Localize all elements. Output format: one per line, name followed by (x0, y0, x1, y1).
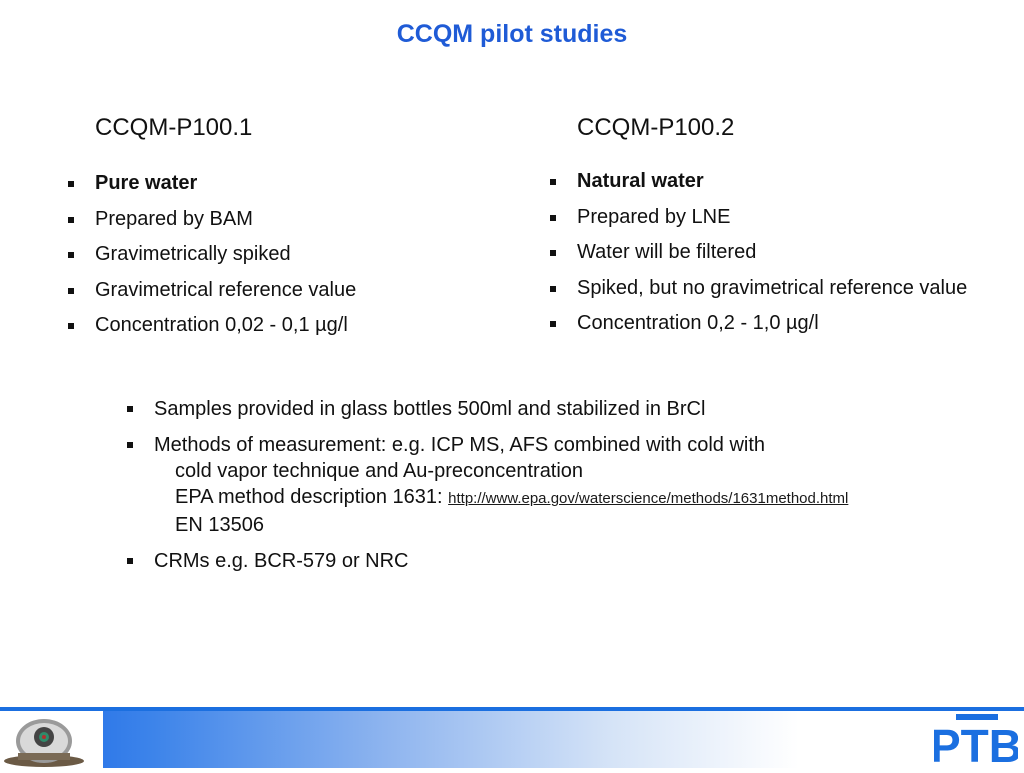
item-text: Methods of measurement: e.g. ICP MS, AFS combined with cold with (154, 434, 766, 456)
footer-gradient-bar (0, 711, 1024, 768)
bullet-square-icon (68, 181, 74, 187)
bullet-square-icon (127, 442, 133, 448)
list-item (66, 273, 356, 309)
list-item (548, 200, 967, 236)
emblem-logo-icon (0, 711, 103, 768)
list-item (548, 164, 967, 200)
bullet-square-icon (68, 252, 74, 258)
methods-line-epa (154, 484, 848, 512)
list-item (125, 432, 848, 538)
methods-line-cold-vapor: cold vapor technique and Au-preconcentration (175, 460, 584, 482)
left-bullet-list (66, 166, 356, 344)
bullet-square-icon (68, 323, 74, 329)
footer-emblem-area (0, 711, 103, 768)
item-text: Water will be filtered (577, 241, 757, 263)
list-item (548, 306, 967, 342)
bullet-square-icon (68, 288, 74, 294)
list-item (66, 237, 356, 273)
bullet-square-icon (550, 215, 556, 221)
list-item (66, 202, 356, 238)
bullet-square-icon (550, 286, 556, 292)
ptb-logo (934, 714, 1018, 771)
epa-method-link[interactable]: http://www.epa.gov/waterscience/methods/1631method.html (448, 490, 849, 507)
bullet-square-icon (68, 217, 74, 223)
methods-line-en: EN 13506 (175, 514, 264, 536)
item-text: Gravimetrically spiked (95, 243, 291, 265)
item-text: Spiked, but no gravimetrical reference value (577, 276, 968, 299)
item-text: Natural water (577, 170, 704, 192)
item-text: Concentration 0,2 - 1,0 µg/l (577, 312, 819, 334)
item-text: Concentration 0,02 - 0,1 µg/l (95, 314, 348, 336)
bottom-bullet-list (125, 396, 848, 584)
slide-title: CCQM pilot studies (396, 20, 628, 48)
bullet-square-icon (550, 179, 556, 185)
right-bullet-list (548, 164, 967, 342)
list-item (548, 235, 967, 271)
list-item (125, 548, 848, 574)
heading-ccqm-p100-1: CCQM-P100.1 (95, 114, 253, 141)
item-text: Pure water (95, 172, 198, 194)
list-item (125, 396, 848, 422)
list-item (66, 166, 356, 202)
bullet-square-icon (127, 406, 133, 412)
heading-ccqm-p100-2: CCQM-P100.2 (577, 114, 735, 141)
item-text: Gravimetrical reference value (95, 278, 357, 301)
item-text: CRMs e.g. BCR-579 or NRC (154, 550, 409, 572)
ptb-logo-icon (934, 714, 1018, 766)
bullet-square-icon (550, 321, 556, 327)
list-item (548, 271, 967, 307)
item-text: Prepared by LNE (577, 205, 731, 228)
bullet-square-icon (127, 558, 133, 564)
ptb-logo-text: PTB (934, 720, 1018, 766)
bullet-square-icon (550, 250, 556, 256)
epa-prefix: EPA method description 1631: (175, 486, 449, 508)
list-item (66, 308, 356, 344)
item-text: Prepared by BAM (95, 207, 253, 230)
item-text: Samples provided in glass bottles 500ml and stabilized in BrCl (154, 398, 706, 420)
